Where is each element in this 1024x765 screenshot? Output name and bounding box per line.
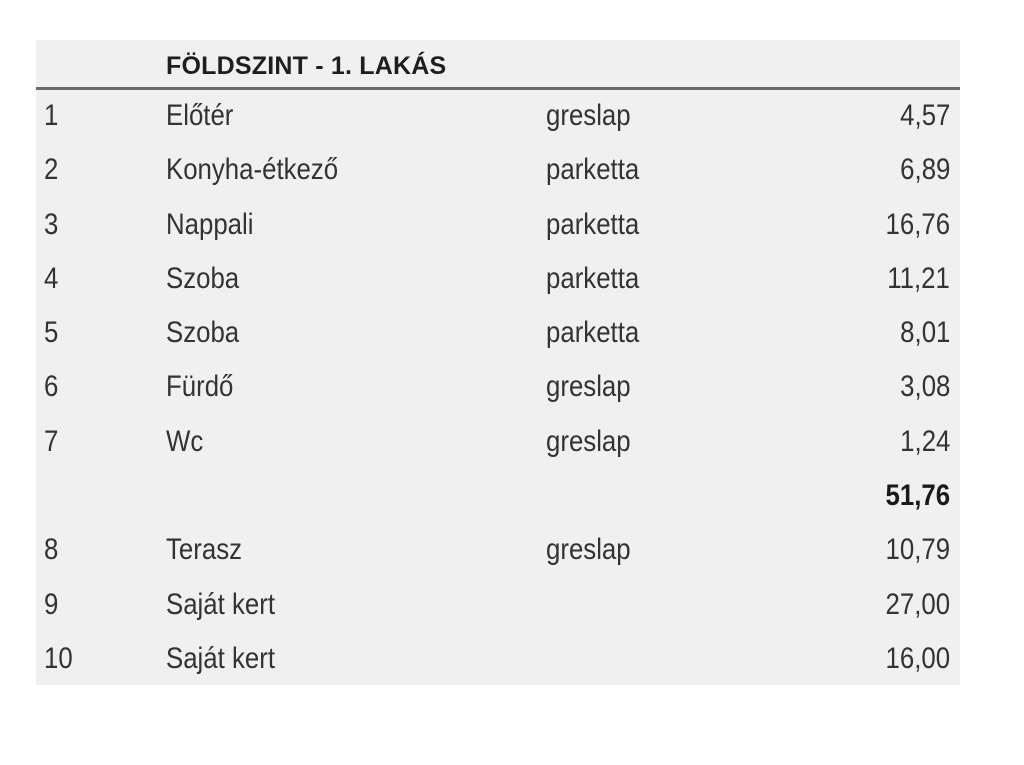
floor-type: parketta: [546, 316, 640, 350]
room-area: 16,76: [885, 207, 950, 241]
table-row: [36, 527, 960, 581]
floor-type: parketta: [546, 207, 640, 241]
room-name: Terasz: [166, 533, 242, 567]
subtotal-row: [36, 473, 960, 527]
floor-type: greslap: [546, 370, 631, 404]
room-name: Szoba: [166, 316, 240, 350]
floor-type: greslap: [546, 424, 631, 458]
table-row: [36, 93, 960, 147]
room-name: Saját kert: [166, 587, 275, 621]
row-number: 8: [44, 533, 59, 567]
room-name: Konyha-étkező: [166, 153, 339, 187]
room-name: Előtér: [166, 99, 234, 132]
subtotal-area: 51,76: [885, 479, 950, 513]
table-row: [36, 256, 960, 310]
table-row: [36, 147, 960, 201]
row-number: 9: [44, 587, 59, 621]
room-area: 11,21: [887, 261, 950, 295]
row-number: 7: [44, 424, 59, 458]
table-row: [36, 582, 960, 636]
room-name: Nappali: [166, 207, 254, 241]
room-area: 16,00: [885, 641, 950, 675]
room-area: 4,57: [899, 99, 950, 132]
table-row: [36, 419, 960, 473]
room-area: 8,01: [899, 316, 950, 350]
room-area-table: [36, 40, 960, 685]
room-name: Fürdő: [166, 370, 234, 404]
table-body: [36, 93, 960, 690]
floor-type: greslap: [546, 533, 631, 567]
floor-type: greslap: [546, 99, 631, 132]
table-header: [36, 40, 960, 90]
room-name: Szoba: [166, 261, 240, 295]
room-area: 10,79: [885, 533, 950, 567]
room-area: 1,24: [899, 424, 950, 458]
floor-type: parketta: [546, 261, 640, 295]
row-number: 5: [44, 316, 59, 350]
room-area: 27,00: [885, 587, 950, 621]
room-name: Saját kert: [166, 641, 275, 675]
row-number: 2: [44, 153, 59, 187]
table-row: [36, 310, 960, 364]
row-number: 4: [44, 261, 59, 295]
room-area: 3,08: [899, 370, 950, 404]
table-title: FÖLDSZINT - 1. LAKÁS: [166, 52, 447, 80]
row-number: 1: [44, 99, 59, 132]
row-number: 10: [44, 641, 73, 675]
room-area: 6,89: [899, 153, 950, 187]
table-row: [36, 364, 960, 418]
floor-type: parketta: [546, 153, 640, 187]
table-row: [36, 202, 960, 256]
room-name: Wc: [166, 424, 204, 458]
row-number: 3: [44, 207, 59, 241]
table-row: [36, 636, 960, 690]
row-number: 6: [44, 370, 59, 404]
